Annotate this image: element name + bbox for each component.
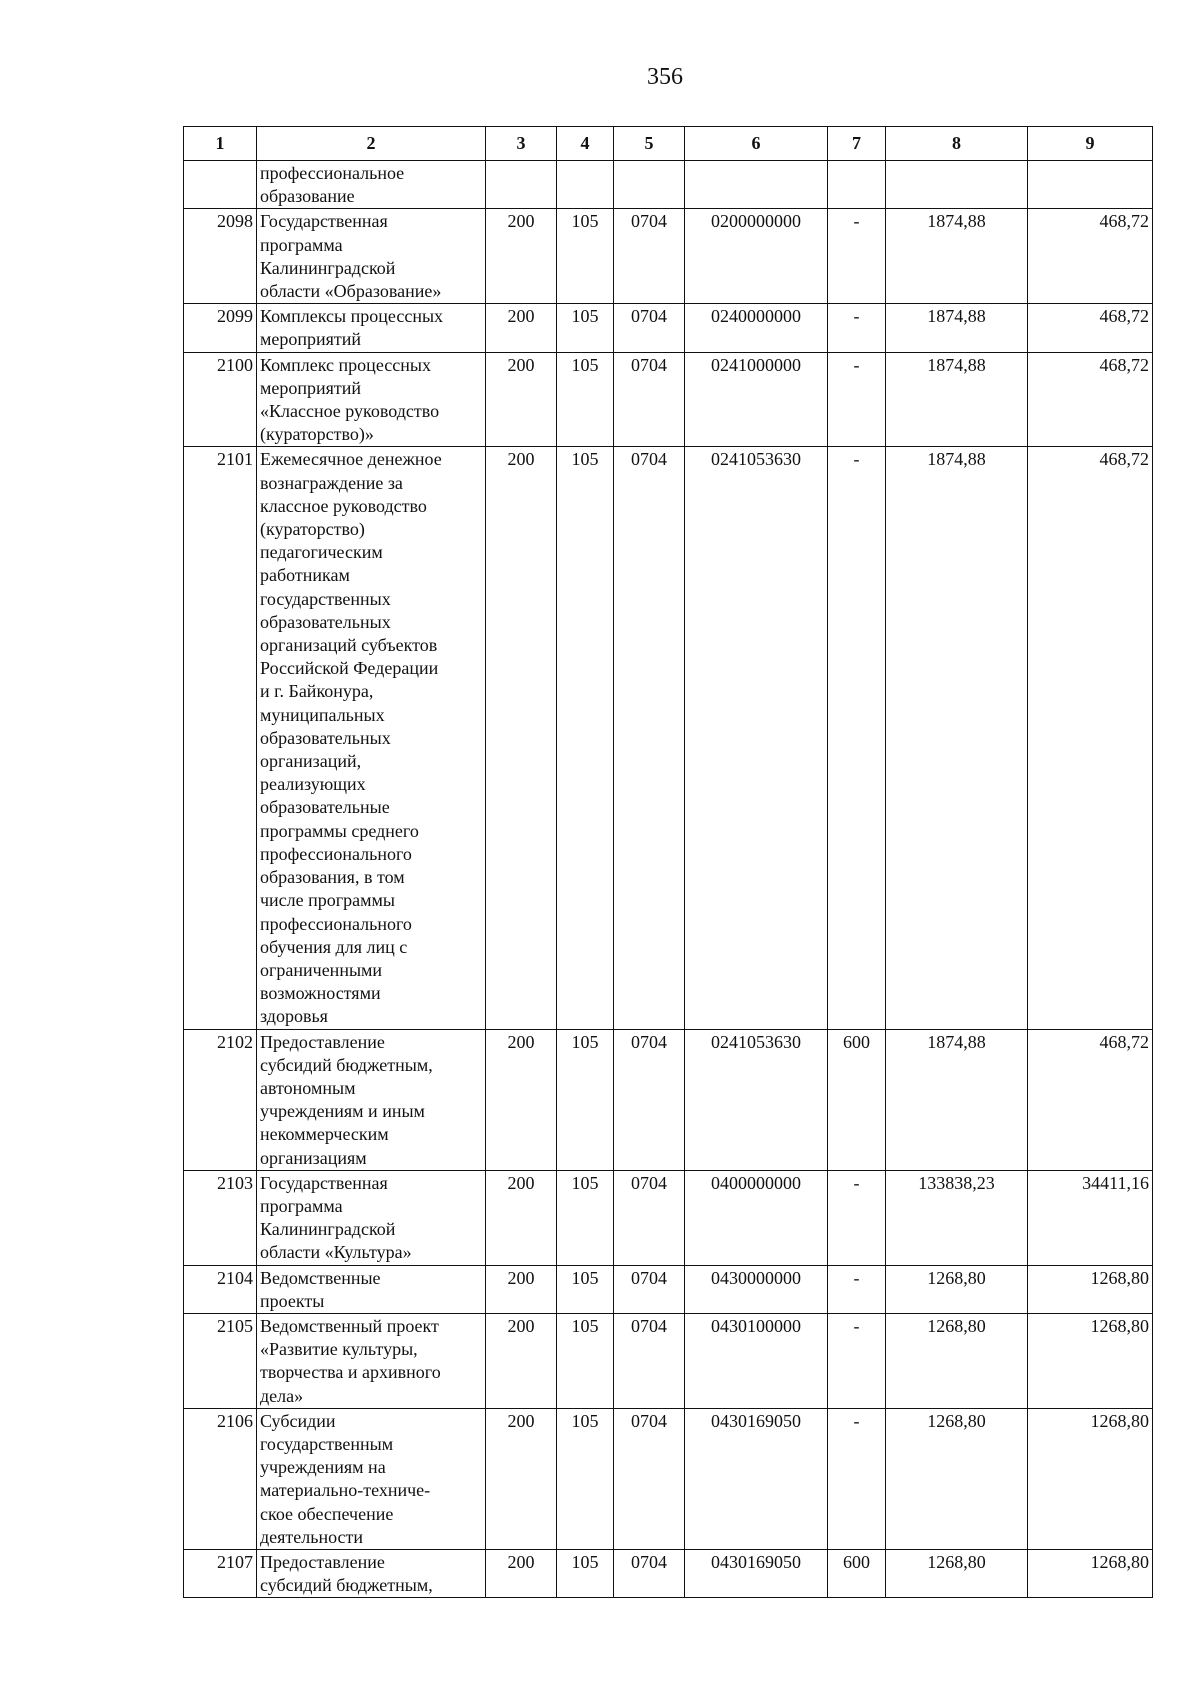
cell-c3: 200 (486, 1265, 557, 1313)
cell-c8: 1874,88 (886, 1029, 1028, 1170)
row-name (257, 1549, 486, 1597)
column-header: 8 (886, 127, 1028, 161)
row-number: 2105 (184, 1313, 257, 1408)
row-name-line: области «Культура» (260, 1242, 412, 1263)
cell-c5 (614, 161, 685, 209)
row-number: 2103 (184, 1170, 257, 1265)
column-header: 3 (486, 127, 557, 161)
cell-c6: 0240000000 (685, 304, 828, 352)
cell-c4: 105 (557, 1029, 614, 1170)
cell-c9: 468,72 (1028, 1029, 1153, 1170)
table-row (184, 1029, 1153, 1170)
row-name-line: Российской Федерации (260, 658, 439, 679)
row-number: 2099 (184, 304, 257, 352)
row-name-line: ское обеспечение (260, 1503, 394, 1524)
cell-c8 (886, 161, 1028, 209)
cell-c5: 0704 (614, 1313, 685, 1408)
table-row (184, 1549, 1153, 1597)
cell-c5: 0704 (614, 1265, 685, 1313)
cell-c7: - (828, 447, 886, 1029)
row-name (257, 447, 486, 1029)
cell-c4: 105 (557, 1408, 614, 1549)
cell-c4: 105 (557, 1170, 614, 1265)
cell-c3: 200 (486, 447, 557, 1029)
row-name-line: государственным (260, 1433, 394, 1454)
row-name-line: мероприятий (260, 377, 362, 398)
cell-c9: 1268,80 (1028, 1549, 1153, 1597)
row-name-line: вознаграждение за (260, 472, 403, 493)
cell-c5: 0704 (614, 447, 685, 1029)
cell-c7 (828, 161, 886, 209)
row-name-line: области «Образование» (260, 281, 442, 302)
column-header: 2 (257, 127, 486, 161)
row-name-line: классное руководство (260, 495, 427, 516)
cell-c7: - (828, 1408, 886, 1549)
cell-c5: 0704 (614, 352, 685, 447)
table-row (184, 161, 1153, 209)
row-name-line: ограниченными (260, 959, 383, 980)
cell-c8: 1268,80 (886, 1265, 1028, 1313)
row-number: 2101 (184, 447, 257, 1029)
row-name-line: Ежемесячное денежное (260, 449, 442, 470)
cell-c7: - (828, 304, 886, 352)
row-name-line: образования, в том (260, 867, 405, 888)
cell-c6: 0430000000 (685, 1265, 828, 1313)
table-row (184, 352, 1153, 447)
cell-c5: 0704 (614, 1029, 685, 1170)
row-name-line: «Классное руководство (260, 401, 440, 422)
column-header: 9 (1028, 127, 1153, 161)
cell-c6: 0241053630 (685, 447, 828, 1029)
column-header: 7 (828, 127, 886, 161)
column-header: 1 (184, 127, 257, 161)
row-name-line: субсидий бюджетным, (260, 1054, 433, 1075)
row-name (257, 161, 486, 209)
cell-c9: 468,72 (1028, 209, 1153, 304)
table-row (184, 304, 1153, 352)
cell-c3: 200 (486, 1029, 557, 1170)
row-name-line: материально-техниче- (260, 1480, 431, 1501)
row-name-line: учреждениям на (260, 1457, 386, 1478)
row-name-line: педагогическим (260, 542, 383, 563)
cell-c8: 1874,88 (886, 209, 1028, 304)
cell-c5: 0704 (614, 1549, 685, 1597)
row-name-line: здоровья (260, 1006, 328, 1027)
row-name-line: образование (260, 186, 355, 207)
row-number: 2100 (184, 352, 257, 447)
cell-c6: 0241000000 (685, 352, 828, 447)
row-name-line: числе программы (260, 890, 396, 911)
cell-c8: 1874,88 (886, 447, 1028, 1029)
row-number: 2107 (184, 1549, 257, 1597)
cell-c6: 0430169050 (685, 1408, 828, 1549)
cell-c3: 200 (486, 1549, 557, 1597)
row-name-line: некоммерческим (260, 1124, 389, 1145)
row-name-line: Субсидии (260, 1410, 336, 1431)
table-row (184, 447, 1153, 1029)
table-body (184, 161, 1153, 1598)
cell-c7: - (828, 209, 886, 304)
budget-table (183, 126, 1153, 1598)
row-name-line: Комплекс процессных (260, 354, 431, 375)
cell-c3: 200 (486, 1170, 557, 1265)
cell-c7: 600 (828, 1029, 886, 1170)
cell-c7: - (828, 352, 886, 447)
cell-c5: 0704 (614, 209, 685, 304)
row-name-line: образовательных (260, 727, 391, 748)
cell-c8: 133838,23 (886, 1170, 1028, 1265)
cell-c3: 200 (486, 209, 557, 304)
cell-c9: 1268,80 (1028, 1265, 1153, 1313)
cell-c9 (1028, 161, 1153, 209)
row-name-line: обучения для лиц с (260, 936, 408, 957)
row-name (257, 1170, 486, 1265)
cell-c6: 0430100000 (685, 1313, 828, 1408)
row-name-line: субсидий бюджетным, (260, 1575, 433, 1596)
row-name-line: Калининградской (260, 257, 396, 278)
header-row (184, 127, 1153, 161)
table-row (184, 1170, 1153, 1265)
cell-c7: 600 (828, 1549, 886, 1597)
cell-c6 (685, 161, 828, 209)
cell-c4 (557, 161, 614, 209)
cell-c9: 34411,16 (1028, 1170, 1153, 1265)
cell-c5: 0704 (614, 1170, 685, 1265)
row-number: 2104 (184, 1265, 257, 1313)
cell-c8: 1268,80 (886, 1549, 1028, 1597)
cell-c6: 0430169050 (685, 1549, 828, 1597)
row-name-line: (кураторство)» (260, 424, 374, 445)
cell-c4: 105 (557, 447, 614, 1029)
row-name-line: образовательные (260, 797, 390, 818)
cell-c7: - (828, 1265, 886, 1313)
cell-c4: 105 (557, 1549, 614, 1597)
cell-c8: 1874,88 (886, 304, 1028, 352)
row-name-line: учреждениям и иным (260, 1101, 425, 1122)
cell-c5: 0704 (614, 1408, 685, 1549)
cell-c6: 0200000000 (685, 209, 828, 304)
row-name-line: Предоставление (260, 1031, 385, 1052)
row-name (257, 1265, 486, 1313)
cell-c4: 105 (557, 1265, 614, 1313)
table-row (184, 1313, 1153, 1408)
column-header: 4 (557, 127, 614, 161)
row-name-line: Ведомственный проект (260, 1315, 439, 1336)
row-name-line: профессионального (260, 843, 412, 864)
row-name-line: деятельности (260, 1526, 364, 1547)
row-name-line: мероприятий (260, 329, 362, 350)
row-name-line: реализующих (260, 774, 366, 795)
row-name-line: программа (260, 1195, 343, 1216)
row-number: 2098 (184, 209, 257, 304)
row-name-line: Комплексы процессных (260, 306, 444, 327)
page-number: 356 (647, 64, 683, 90)
cell-c8: 1874,88 (886, 352, 1028, 447)
row-name-line: программа (260, 234, 343, 255)
cell-c9: 468,72 (1028, 352, 1153, 447)
column-header: 6 (685, 127, 828, 161)
cell-c9: 468,72 (1028, 447, 1153, 1029)
cell-c3: 200 (486, 1313, 557, 1408)
row-name (257, 209, 486, 304)
column-header: 5 (614, 127, 685, 161)
table-row (184, 209, 1153, 304)
cell-c9: 468,72 (1028, 304, 1153, 352)
cell-c6: 0400000000 (685, 1170, 828, 1265)
row-number: 2106 (184, 1408, 257, 1549)
row-name-line: организаций, (260, 751, 362, 772)
row-name (257, 1313, 486, 1408)
row-name-line: возможностями (260, 983, 381, 1004)
row-name (257, 1029, 486, 1170)
row-name-line: Государственная (260, 211, 388, 232)
cell-c4: 105 (557, 1313, 614, 1408)
cell-c6: 0241053630 (685, 1029, 828, 1170)
row-name-line: образовательных (260, 611, 391, 632)
cell-c4: 105 (557, 352, 614, 447)
table-row (184, 1408, 1153, 1549)
row-name-line: Государственная (260, 1172, 388, 1193)
cell-c3 (486, 161, 557, 209)
table-row (184, 1265, 1153, 1313)
row-name-line: автономным (260, 1077, 356, 1098)
cell-c9: 1268,80 (1028, 1408, 1153, 1549)
cell-c3: 200 (486, 1408, 557, 1549)
cell-c4: 105 (557, 304, 614, 352)
row-name (257, 304, 486, 352)
row-name-line: профессионального (260, 913, 412, 934)
cell-c3: 200 (486, 304, 557, 352)
row-name-line: Калининградской (260, 1219, 396, 1240)
row-name-line: Предоставление (260, 1551, 385, 1572)
cell-c3: 200 (486, 352, 557, 447)
cell-c8: 1268,80 (886, 1313, 1028, 1408)
row-name-line: профессиональное (260, 163, 405, 183)
row-number: 2102 (184, 1029, 257, 1170)
row-name-line: проекты (260, 1290, 325, 1311)
cell-c7: - (828, 1170, 886, 1265)
row-name-line: муниципальных (260, 704, 385, 725)
row-name-line: работникам (260, 565, 350, 586)
row-name-line: творчества и архивного (260, 1362, 441, 1383)
row-name-line: (кураторство) (260, 519, 365, 540)
cell-c7: - (828, 1313, 886, 1408)
row-name-line: Ведомственные (260, 1267, 381, 1288)
cell-c4: 105 (557, 209, 614, 304)
cell-c5: 0704 (614, 304, 685, 352)
row-number (184, 161, 257, 209)
cell-c9: 1268,80 (1028, 1313, 1153, 1408)
row-name-line: дела» (260, 1385, 304, 1406)
row-name-line: организаций субъектов (260, 635, 438, 656)
cell-c8: 1268,80 (886, 1408, 1028, 1549)
row-name-line: и г. Байконура, (260, 681, 374, 702)
row-name-line: «Развитие культуры, (260, 1339, 418, 1360)
row-name-line: государственных (260, 588, 391, 609)
row-name (257, 352, 486, 447)
row-name-line: программы среднего (260, 820, 419, 841)
row-name (257, 1408, 486, 1549)
row-name-line: организациям (260, 1147, 367, 1168)
